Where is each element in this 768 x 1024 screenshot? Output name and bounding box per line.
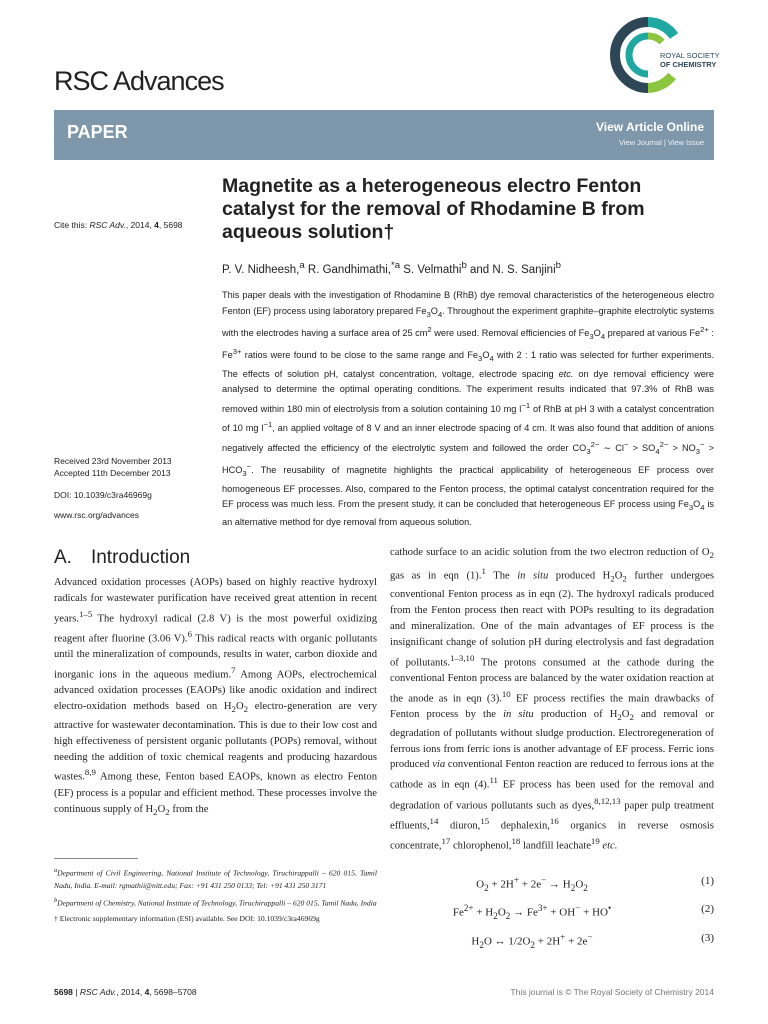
banner-label: PAPER bbox=[67, 122, 128, 142]
rsc-logo bbox=[608, 14, 726, 96]
section-heading: A. Introduction bbox=[54, 547, 191, 568]
received-date: Received 23rd November 2013 bbox=[54, 456, 172, 466]
author-list: P. V. Nidheesh,$^a$ R. Gandhimathi,$^{*a}$ S. Velmathi$^b$ and N. S. Sanjini$^b$ bbox=[222, 260, 561, 276]
citation: Cite this: RSC Adv., 2014, 4, 5698 bbox=[54, 220, 183, 230]
logo-text-line2: OF CHEMISTRY bbox=[660, 60, 717, 69]
body-column-right: cathode surface to an acidic solution from the two electron reduction of $O_2$ gas as in eqn (1).$^1$ The in situ produced $H_2O_2$ further undergoes conventional Fenton process as in eqn (2). The hydroxyl radicals produced from the Fenton process then react with POPs resulting to its degradation and mineralization. One of the main advantages of EF process is the insignificant change of solution pH during electrolysis and fast degradation of pollutants.$^{1-3,10}$ The protons consumed at the cathode during the conventional Fenton process are balanced by the water oxidation reaction at the anode as in eqn (3).$^{10}$ EF process rectifies the main drawbacks of Fenton process by the in situ production of $H_2O_2$ and removal or degradation of pollutants without sludge production. Electroregeneration of ferrous ions from ferric ions is another advantage of EF process. Ferric ions produced via conventional Fenton reaction are reduced to ferrous ions at the cathode as in eqn (4).$^{11}$ EF process has been used for the removal and degradation of various pollutants such as dyes,$^{8,12,13}$ paper pulp treatment effluents,$^{14}$ diuron,$^{15}$ dephalexin,$^{16}$ organics in reverse osmosis concentrate,$^{17}$ chlorophenol,$^{18}$ landfill leachate$^{19}$ etc. bbox=[390, 547, 715, 852]
logo-text-line1: ROYAL SOCIETY bbox=[660, 51, 720, 60]
affiliation-a: $^a$Department of Civil Engineering, National Institute of Technology, Tiruchirappalli – 620 015, Tamil Nadu, India. E-mail: rgmathii@nitt.edu; Fax: +91 431 250 0133; Tel: +91 431 250 3171 bbox=[54, 867, 377, 890]
copyright-notice: This journal is © The Royal Society of Chemistry 2014 bbox=[510, 987, 714, 997]
affiliation-b: $^b$Department of Chemistry, National Institute of Technology, Tiruchirappalli – 620 015, Tamil Nadu, India bbox=[54, 896, 377, 908]
footnotes bbox=[54, 865, 377, 928]
page-footer: 5698 | RSC Adv., 2014, 4, 5698–5708 bbox=[54, 987, 197, 997]
article-title: Magnetite as a heterogeneous electro Fenton catalyst for the removal of Rhodamine B from aqueous solution† bbox=[222, 175, 645, 243]
view-journal-issue-links[interactable]: View Journal | View Issue bbox=[618, 138, 704, 147]
journal-name: RSC Advances bbox=[54, 66, 224, 96]
footnote-rule bbox=[54, 858, 138, 859]
accepted-date: Accepted 11th December 2013 bbox=[54, 468, 171, 478]
article-history bbox=[54, 455, 172, 501]
view-article-online-link[interactable]: View Article Online bbox=[595, 120, 704, 134]
doi[interactable]: DOI: 10.1039/c3ra46969g bbox=[54, 490, 152, 500]
abstract: This paper deals with the investigation of Rhodamine B (RhB) dye removal characteristics of the heterogeneous electro Fenton (EF) process using laboratory prepared $Fe_3O_4$. Throughout the experiment graphite–graphite electrolytic systems with the electrodes having a surface area of 25 $cm^2$ were used. Removal efficiencies of $Fe_3O_4$ prepared at various $Fe^{2+}$ : $Fe^{3+}$ ratios were found to be close to the same range and $Fe_3O_4$ with 2 : 1 ratio was selected for further experiments. The effects of solution pH, catalyst concentration, voltage, electrode spacing etc. on dye removal efficiency were analysed to determine the optimal operating conditions. The experiment results indicated that 97.3% of RhB was removed within 180 min of electrolysis from a solution containing 10 mg $l^{-1}$ of RhB at pH 3 with a catalyst concentration of 10 mg $l^{-1}$, an applied voltage of 8 V and an inner electrode spacing of 4 cm. It was also found that addition of anions negatively affected the efficiency of the electrolytic system and followed the order $CO_3^{2-}$ ∼ $Cl^- > SO_4^{2-} > NO_3^- > HCO_3^-$. The reusability of magnetite highlights the practical applicability of heterogeneous EF process over homogeneous EF processes. Also, compared to the Fenton process, the optimal catalyst concentration required for the EF process was much less. From the present study, it can be concluded that heterogeneous EF process using $Fe_3O_4$ is an alternative method for dye removal from aqueous solution. bbox=[222, 290, 715, 528]
article-type-banner bbox=[54, 110, 714, 160]
body-column-left: Advanced oxidation processes (AOPs) based on highly reactive hydroxyl radicals for wastewater purification have received great attention in recent years.$^{1-5}$ The hydroxyl radical (2.8 V) is the most powerful oxidizing reagent after fluorine (3.06 V).$^6$ This radical reacts with organic pollutants until the mineralization of compounds, results in water, carbon dioxide and inorganic ions in the aqueous medium.$^7$ Among AOPs, electrochemical advanced oxidation processes (EAOPs) like anodic oxidation and indirect electro-oxidation methods based on $H_2O_2$ electro-generation are very attractive for wastewater decontamination. This is due to their low cost and high effectiveness of persistent organic pollutants (POPs) removal, without needing the addition of toxic chemical reagents and producing hazardous wastes.$^{8,9}$ Among these, Fenton based EAOPs, known as electro Fenton (EF) process is a popular and efficient method. These processes involve the continuous supply of $H_2O_2$ from the bbox=[54, 577, 377, 817]
journal-website-link[interactable]: www.rsc.org/advances bbox=[54, 510, 140, 520]
esi-note: † Electronic supplementary information (ESI) available. See DOI: 10.1039/c3ra46969g bbox=[54, 913, 320, 923]
